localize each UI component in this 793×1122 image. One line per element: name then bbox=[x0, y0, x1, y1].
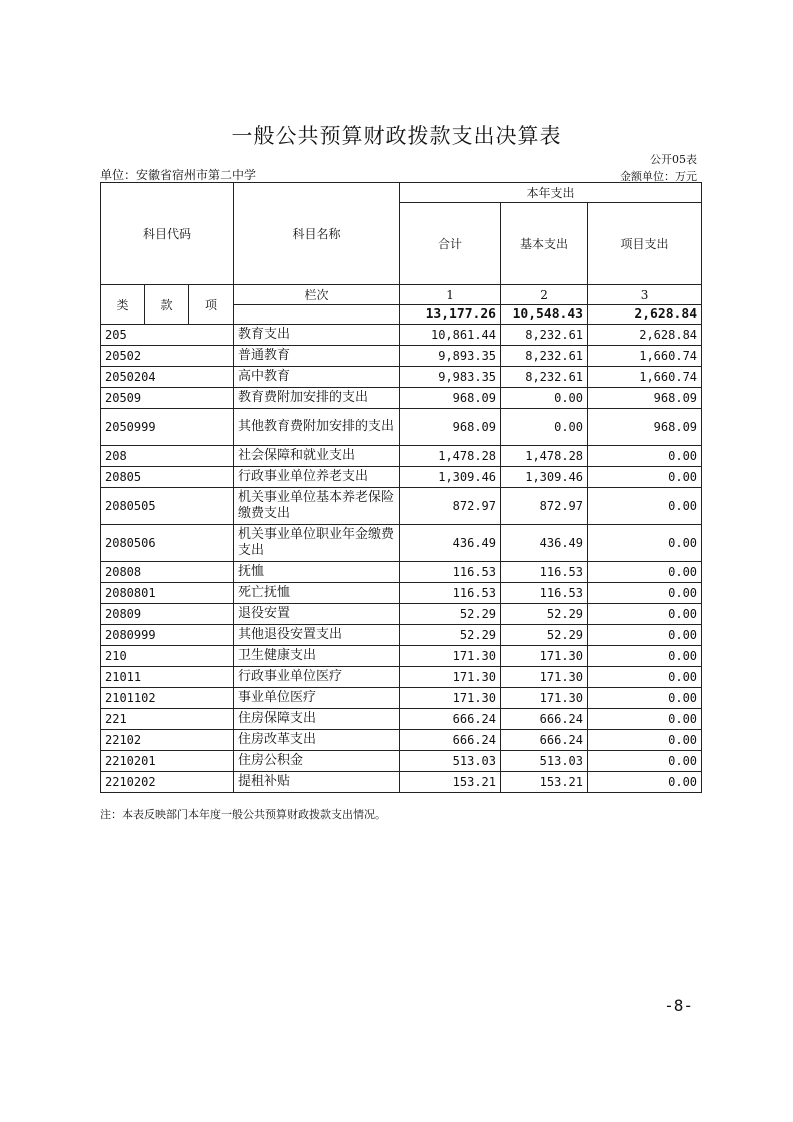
project-cell: 2,628.84 bbox=[588, 325, 702, 346]
subject-name-cell: 教育支出 bbox=[234, 325, 400, 346]
total-cell: 116.53 bbox=[400, 583, 501, 604]
subject-code-cell: 2050999 bbox=[101, 409, 234, 446]
header-project: 项目支出 bbox=[588, 203, 702, 285]
basic-sum: 10,548.43 bbox=[501, 305, 588, 325]
basic-cell: 116.53 bbox=[501, 583, 588, 604]
subject-name-cell: 提租补贴 bbox=[234, 772, 400, 793]
total-cell: 968.09 bbox=[400, 409, 501, 446]
total-cell: 10,861.44 bbox=[400, 325, 501, 346]
subject-name-cell: 住房改革支出 bbox=[234, 730, 400, 751]
header-subject-name: 科目名称 bbox=[234, 183, 400, 285]
basic-cell: 666.24 bbox=[501, 709, 588, 730]
total-cell: 171.30 bbox=[400, 667, 501, 688]
subject-name-cell: 社会保障和就业支出 bbox=[234, 446, 400, 467]
project-cell: 0.00 bbox=[588, 604, 702, 625]
basic-cell: 171.30 bbox=[501, 688, 588, 709]
table-row bbox=[101, 583, 702, 604]
basic-cell: 0.00 bbox=[501, 388, 588, 409]
subject-name-cell: 普通教育 bbox=[234, 346, 400, 367]
header-lanci: 栏次 bbox=[234, 285, 400, 305]
project-cell: 0.00 bbox=[588, 667, 702, 688]
subject-name-cell: 住房公积金 bbox=[234, 751, 400, 772]
subject-name-cell: 住房保障支出 bbox=[234, 709, 400, 730]
table-note: 注：本表反映部门本年度一般公共预算财政拨款支出情况。 bbox=[100, 808, 386, 821]
basic-cell: 171.30 bbox=[501, 646, 588, 667]
subject-name-cell: 行政事业单位医疗 bbox=[234, 667, 400, 688]
subject-code-cell: 2050204 bbox=[101, 367, 234, 388]
project-cell: 968.09 bbox=[588, 388, 702, 409]
subject-code-cell: 210 bbox=[101, 646, 234, 667]
subject-code-cell: 2210202 bbox=[101, 772, 234, 793]
column-number-1: 1 bbox=[400, 285, 501, 305]
subject-code-cell: 205 bbox=[101, 325, 234, 346]
table-row bbox=[101, 751, 702, 772]
table-row bbox=[101, 562, 702, 583]
total-cell: 513.03 bbox=[400, 751, 501, 772]
basic-cell: 153.21 bbox=[501, 772, 588, 793]
subject-name-cell: 卫生健康支出 bbox=[234, 646, 400, 667]
table-row bbox=[101, 667, 702, 688]
total-sum: 13,177.26 bbox=[400, 305, 501, 325]
project-cell: 968.09 bbox=[588, 409, 702, 446]
column-number-2: 2 bbox=[501, 285, 588, 305]
table-row bbox=[101, 367, 702, 388]
table-row bbox=[101, 625, 702, 646]
total-cell: 872.97 bbox=[400, 488, 501, 525]
basic-cell: 8,232.61 bbox=[501, 367, 588, 388]
subject-code-cell: 221 bbox=[101, 709, 234, 730]
table-row bbox=[101, 388, 702, 409]
subject-name-cell: 机关事业单位职业年金缴费支出 bbox=[234, 525, 400, 562]
page-title: 一般公共预算财政拨款支出决算表 bbox=[231, 124, 562, 148]
basic-cell: 513.03 bbox=[501, 751, 588, 772]
project-cell: 0.00 bbox=[588, 688, 702, 709]
subject-code-cell: 2080505 bbox=[101, 488, 234, 525]
total-cell: 9,983.35 bbox=[400, 367, 501, 388]
project-cell: 0.00 bbox=[588, 583, 702, 604]
table-row bbox=[101, 730, 702, 751]
basic-cell: 0.00 bbox=[501, 409, 588, 446]
subject-code-cell: 2101102 bbox=[101, 688, 234, 709]
total-cell: 9,893.35 bbox=[400, 346, 501, 367]
header-kuan: 款 bbox=[145, 285, 189, 325]
subject-name-cell: 其他教育费附加安排的支出 bbox=[234, 409, 400, 446]
expenditure-table bbox=[100, 182, 702, 793]
subject-code-cell: 208 bbox=[101, 446, 234, 467]
project-cell: 0.00 bbox=[588, 751, 702, 772]
table-row bbox=[101, 604, 702, 625]
table-row bbox=[101, 646, 702, 667]
total-cell: 52.29 bbox=[400, 604, 501, 625]
totals-name-cell bbox=[234, 305, 400, 325]
table-row bbox=[101, 525, 702, 562]
subject-code-cell: 20805 bbox=[101, 467, 234, 488]
subject-name-cell: 高中教育 bbox=[234, 367, 400, 388]
subject-code-cell: 20808 bbox=[101, 562, 234, 583]
table-row bbox=[101, 409, 702, 446]
table-row bbox=[101, 446, 702, 467]
subject-name-cell: 机关事业单位基本养老保险缴费支出 bbox=[234, 488, 400, 525]
basic-cell: 8,232.61 bbox=[501, 346, 588, 367]
total-cell: 1,478.28 bbox=[400, 446, 501, 467]
subject-name-cell: 退役安置 bbox=[234, 604, 400, 625]
reporting-unit: 单位：安徽省宿州市第二中学 bbox=[100, 168, 257, 182]
table-row bbox=[101, 346, 702, 367]
total-cell: 52.29 bbox=[400, 625, 501, 646]
project-cell: 0.00 bbox=[588, 772, 702, 793]
subject-name-cell: 行政事业单位养老支出 bbox=[234, 467, 400, 488]
amount-unit: 金额单位：万元 bbox=[620, 170, 697, 183]
project-cell: 0.00 bbox=[588, 709, 702, 730]
basic-cell: 666.24 bbox=[501, 730, 588, 751]
project-cell: 1,660.74 bbox=[588, 346, 702, 367]
subject-code-cell: 2080801 bbox=[101, 583, 234, 604]
project-cell: 0.00 bbox=[588, 625, 702, 646]
subject-code-cell: 22102 bbox=[101, 730, 234, 751]
project-cell: 0.00 bbox=[588, 562, 702, 583]
basic-cell: 116.53 bbox=[501, 562, 588, 583]
column-number-3: 3 bbox=[588, 285, 702, 305]
project-cell: 1,660.74 bbox=[588, 367, 702, 388]
subject-code-cell: 20502 bbox=[101, 346, 234, 367]
basic-cell: 171.30 bbox=[501, 667, 588, 688]
basic-cell: 1,309.46 bbox=[501, 467, 588, 488]
subject-code-cell: 2210201 bbox=[101, 751, 234, 772]
subject-name-cell: 教育费附加安排的支出 bbox=[234, 388, 400, 409]
table-row bbox=[101, 325, 702, 346]
subject-code-cell: 20809 bbox=[101, 604, 234, 625]
header-xiang: 项 bbox=[189, 285, 234, 325]
project-cell: 0.00 bbox=[588, 646, 702, 667]
basic-cell: 872.97 bbox=[501, 488, 588, 525]
header-subject-code: 科目代码 bbox=[101, 183, 234, 285]
header-current-year: 本年支出 bbox=[400, 183, 702, 203]
basic-cell: 8,232.61 bbox=[501, 325, 588, 346]
subject-name-cell: 死亡抚恤 bbox=[234, 583, 400, 604]
basic-cell: 52.29 bbox=[501, 604, 588, 625]
header-basic: 基本支出 bbox=[501, 203, 588, 285]
total-cell: 666.24 bbox=[400, 730, 501, 751]
total-cell: 153.21 bbox=[400, 772, 501, 793]
basic-cell: 436.49 bbox=[501, 525, 588, 562]
subject-name-cell: 事业单位医疗 bbox=[234, 688, 400, 709]
subject-code-cell: 20509 bbox=[101, 388, 234, 409]
total-cell: 171.30 bbox=[400, 688, 501, 709]
subject-code-cell: 2080999 bbox=[101, 625, 234, 646]
page-number: -8- bbox=[664, 996, 693, 1015]
table-row bbox=[101, 772, 702, 793]
total-cell: 116.53 bbox=[400, 562, 501, 583]
project-cell: 0.00 bbox=[588, 730, 702, 751]
subject-code-cell: 21011 bbox=[101, 667, 234, 688]
total-cell: 171.30 bbox=[400, 646, 501, 667]
form-number: 公开05表 bbox=[650, 153, 697, 166]
total-cell: 968.09 bbox=[400, 388, 501, 409]
project-cell: 0.00 bbox=[588, 467, 702, 488]
total-cell: 436.49 bbox=[400, 525, 501, 562]
project-cell: 0.00 bbox=[588, 446, 702, 467]
total-cell: 666.24 bbox=[400, 709, 501, 730]
project-cell: 0.00 bbox=[588, 488, 702, 525]
project-cell: 0.00 bbox=[588, 525, 702, 562]
header-total: 合计 bbox=[400, 203, 501, 285]
basic-cell: 1,478.28 bbox=[501, 446, 588, 467]
project-sum: 2,628.84 bbox=[588, 305, 702, 325]
basic-cell: 52.29 bbox=[501, 625, 588, 646]
subject-code-cell: 2080506 bbox=[101, 525, 234, 562]
table-row bbox=[101, 488, 702, 525]
header-lei: 类 bbox=[101, 285, 145, 325]
total-cell: 1,309.46 bbox=[400, 467, 501, 488]
subject-name-cell: 抚恤 bbox=[234, 562, 400, 583]
table-row bbox=[101, 688, 702, 709]
subject-name-cell: 其他退役安置支出 bbox=[234, 625, 400, 646]
table-row bbox=[101, 709, 702, 730]
table-row bbox=[101, 467, 702, 488]
